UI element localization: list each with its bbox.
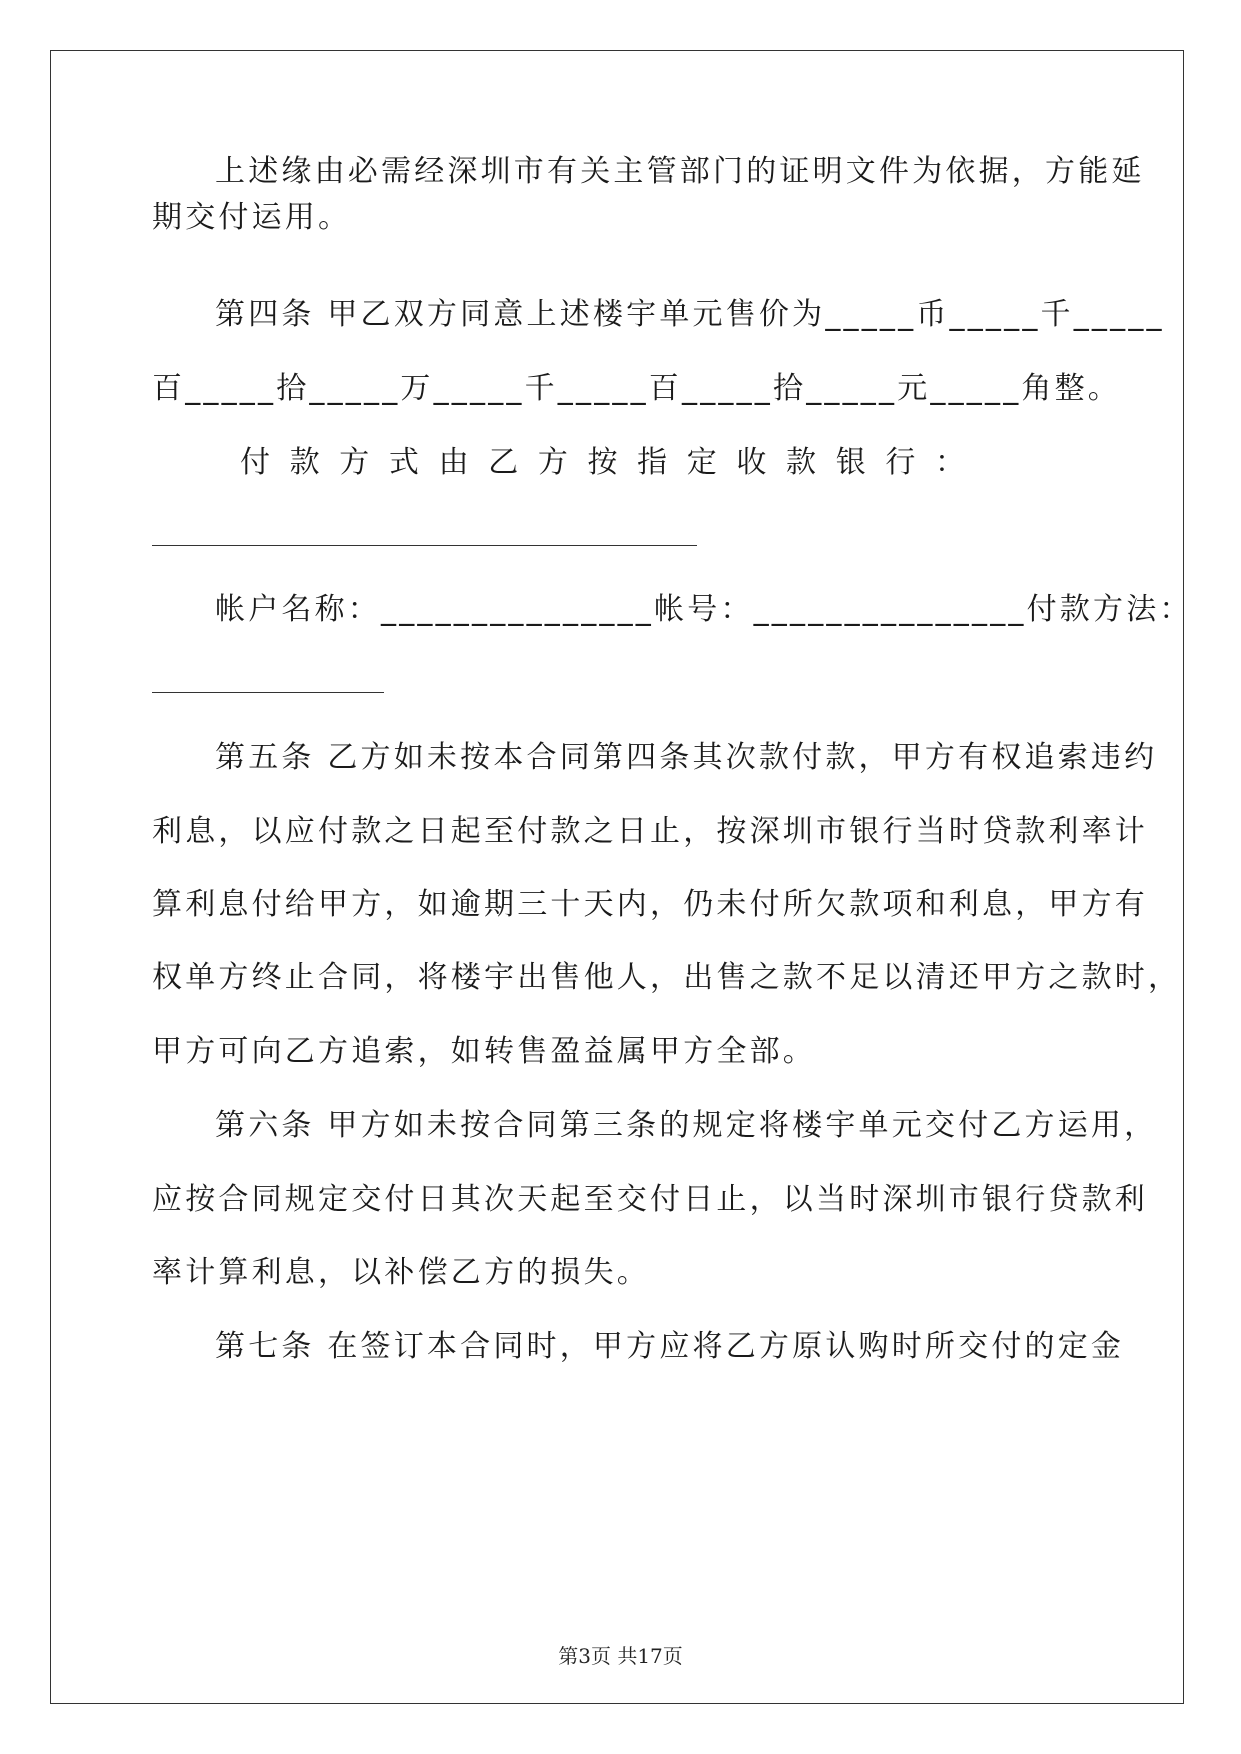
spread-char: 收 <box>736 445 767 480</box>
article-5-line: 第五条 乙方如未按本合同第四条其次款付款，甲方有权追索违约 <box>215 740 1158 775</box>
paragraph-line: 上述缘由必需经深圳市有关主管部门的证明文件为依据，方能延 <box>215 154 1145 189</box>
spread-char: ： <box>934 445 965 480</box>
article-5-line: 权单方终止合同，将楼宇出售他人，出售之款不足以清还甲方之款时， <box>152 960 1182 995</box>
bank-blank-line <box>152 545 697 546</box>
spread-char: 式 <box>388 445 419 480</box>
article-6-line: 第六条 甲方如未按合同第三条的规定将楼宇单元交付乙方运用， <box>215 1108 1158 1143</box>
spread-char: 款 <box>289 445 320 480</box>
article-5-line: 甲方可向乙方追索，如转售盈益属甲方全部。 <box>152 1034 816 1069</box>
spread-char: 指 <box>637 445 668 480</box>
spread-char: 银 <box>835 445 866 480</box>
article-5-line: 利息，以应付款之日起至付款之日止，按深圳市银行当时贷款利率计 <box>152 814 1148 849</box>
spread-char: 由 <box>438 445 469 480</box>
account-line: 帐户名称：_______________帐号：_______________付款方法： <box>215 592 1193 627</box>
spread-char: 定 <box>686 445 717 480</box>
spread-char: 付 <box>240 445 270 480</box>
spread-char: 乙 <box>488 445 519 480</box>
article-4-line: 第四条 甲乙双方同意上述楼宇单元售价为_____币_____千_____ <box>215 297 1165 332</box>
spread-char: 按 <box>587 445 618 480</box>
article-5-line: 算利息付给甲方，如逾期三十天内，仍未付所欠款项和利息，甲方有 <box>152 887 1148 922</box>
article-7-line: 第七条 在签订本合同时，甲方应将乙方原认购时所交付的定金 <box>215 1329 1125 1364</box>
payment-method-line <box>240 443 965 483</box>
payment-blank-line <box>152 692 384 693</box>
spread-char: 方 <box>339 445 370 480</box>
article-6-line: 率计算利息，以补偿乙方的损失。 <box>152 1255 650 1290</box>
page-number: 第3页 共17页 <box>558 1644 683 1668</box>
paragraph-line: 期交付运用。 <box>152 200 352 235</box>
spread-char: 款 <box>786 445 817 480</box>
spread-char: 行 <box>885 445 916 480</box>
spread-char: 方 <box>537 445 568 480</box>
article-6-line: 应按合同规定交付日其次天起至交付日止，以当时深圳市银行贷款利 <box>152 1182 1148 1217</box>
article-4-line: 百_____拾_____万_____千_____百_____拾_____元_____角整。 <box>152 371 1121 406</box>
